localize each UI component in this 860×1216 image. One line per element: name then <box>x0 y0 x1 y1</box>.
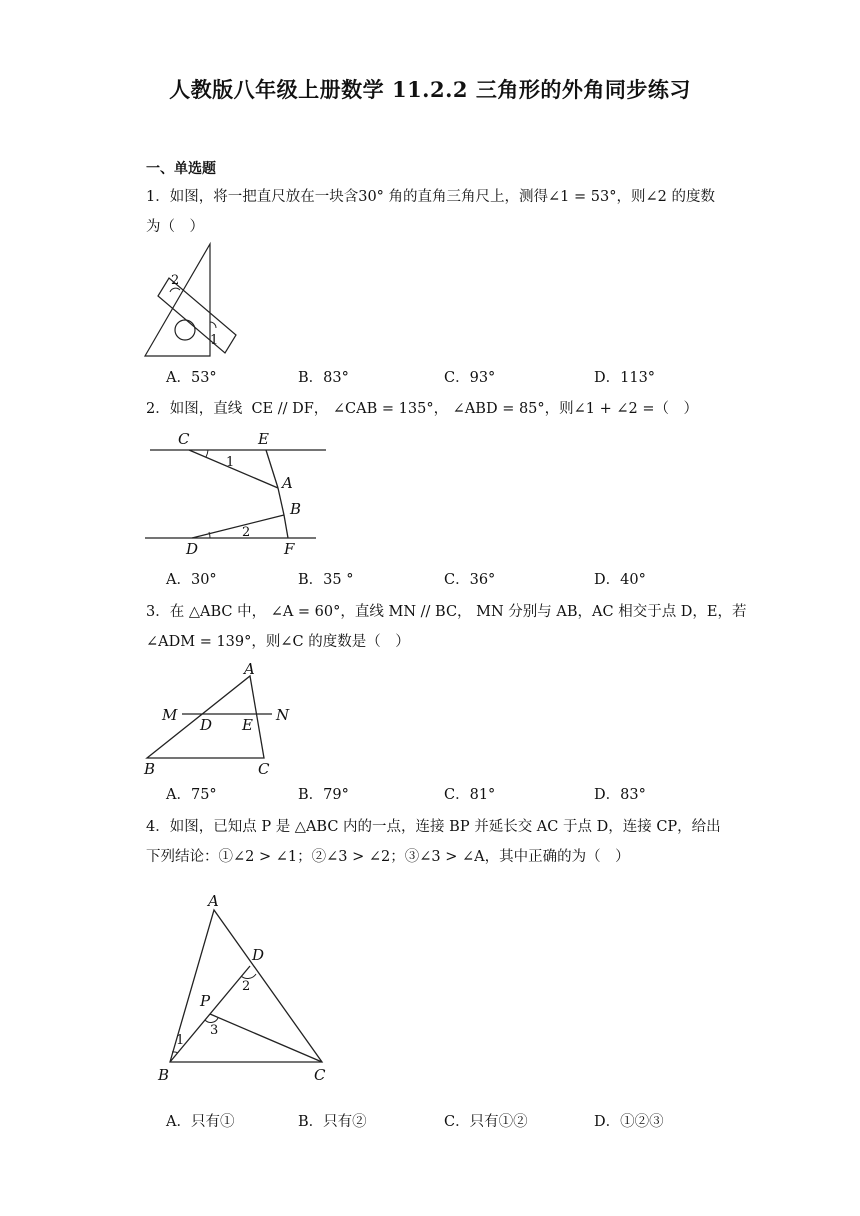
angle-1-arc <box>210 322 216 328</box>
label-c: C <box>314 1066 326 1084</box>
question-4-options <box>146 1110 716 1130</box>
label-1: 1 <box>226 455 235 470</box>
option-a[interactable]: A．只有① <box>166 1114 235 1130</box>
question-2 <box>146 394 716 424</box>
angle-2-arc <box>170 288 180 292</box>
question-3-text-line1: 3．在 △ABC 中， ∠A = 60°，直线 MN // BC， MN 分别与 AB，AC 相交于点 D，E，若 <box>146 604 747 620</box>
option-a[interactable]: A．75° <box>166 787 217 803</box>
question-4 <box>146 812 721 872</box>
set-square <box>145 244 210 356</box>
section-heading: 一、单选题 <box>146 161 216 177</box>
label-m: M <box>162 706 178 724</box>
segment-bf <box>284 515 288 538</box>
label-a: A <box>282 474 293 492</box>
label-d: D <box>252 946 265 964</box>
figure-4 <box>150 890 350 1090</box>
segment-ea <box>266 450 278 488</box>
option-d[interactable]: D．40° <box>594 572 646 588</box>
ruler <box>158 278 236 353</box>
option-a[interactable]: A．30° <box>166 572 217 588</box>
label-a: A <box>208 892 219 910</box>
question-3-options <box>146 783 716 803</box>
label-f: F <box>284 540 295 558</box>
label-b: B <box>144 760 156 778</box>
question-2-text-line1: 2．如图，直线 CE // DF， ∠CAB = 135°， ∠ABD = 85°，则∠1 + ∠2 =（ ） <box>146 401 699 417</box>
option-d[interactable]: D．83° <box>594 787 646 803</box>
segment-bd <box>192 515 284 538</box>
option-b[interactable]: B．83° <box>298 370 349 386</box>
label-n: N <box>276 706 290 724</box>
ruler-hole <box>175 320 195 340</box>
question-1 <box>146 182 716 242</box>
figure-2 <box>142 428 332 568</box>
option-d[interactable]: D．①②③ <box>594 1114 664 1130</box>
question-3 <box>146 597 747 657</box>
figure-3 <box>142 660 302 780</box>
option-b[interactable]: B．35 ° <box>298 572 354 588</box>
question-1-text-line1: 1．如图，将一把直尺放在一块含30° 角的直角三角尺上，测得∠1 = 53°，则∠2 的度数 <box>146 189 715 205</box>
option-b[interactable]: B．只有② <box>298 1114 367 1130</box>
label-3: 3 <box>210 1023 219 1038</box>
label-c: C <box>258 760 270 778</box>
question-3-text-line2: ∠ADM = 139°，则∠C 的度数是（ ） <box>146 634 410 650</box>
option-c[interactable]: C．只有①② <box>444 1114 528 1130</box>
label-1: 1 <box>176 1033 185 1048</box>
option-c[interactable]: C．81° <box>444 787 496 803</box>
label-d: D <box>186 540 199 558</box>
label-e: E <box>242 716 253 734</box>
label-1: 1 <box>210 333 219 348</box>
option-c[interactable]: C．93° <box>444 370 496 386</box>
option-c[interactable]: C．36° <box>444 572 496 588</box>
label-b: B <box>158 1066 170 1084</box>
question-4-text-line1: 4．如图，已知点 P 是 △ABC 内的一点，连接 BP 并延长交 AC 于点 D，连接 CP，给出 <box>146 819 721 835</box>
label-b: B <box>290 500 302 518</box>
angle-1-arc <box>206 450 208 457</box>
figure-1 <box>142 240 242 360</box>
question-1-options <box>146 366 716 386</box>
label-d: D <box>200 716 213 734</box>
option-d[interactable]: D．113° <box>594 370 656 386</box>
label-c: C <box>178 430 190 448</box>
question-4-text-line2: 下列结论：①∠2 > ∠1；②∠3 > ∠2；③∠3 > ∠A，其中正确的为（ ） <box>146 849 630 865</box>
question-1-text-line2: 为（ ） <box>146 219 204 235</box>
label-2: 2 <box>242 979 251 994</box>
label-e: E <box>258 430 269 448</box>
document-title: 人教版八年级上册数学 11.2.2 三角形的外角同步练习 <box>169 77 691 102</box>
segment-ab <box>278 488 284 515</box>
label-2: 2 <box>171 273 180 288</box>
option-a[interactable]: A．53° <box>166 370 217 386</box>
label-2: 2 <box>242 525 251 540</box>
option-b[interactable]: B．79° <box>298 787 349 803</box>
question-2-options <box>146 568 716 588</box>
label-p: P <box>200 992 211 1010</box>
label-a: A <box>244 660 255 678</box>
